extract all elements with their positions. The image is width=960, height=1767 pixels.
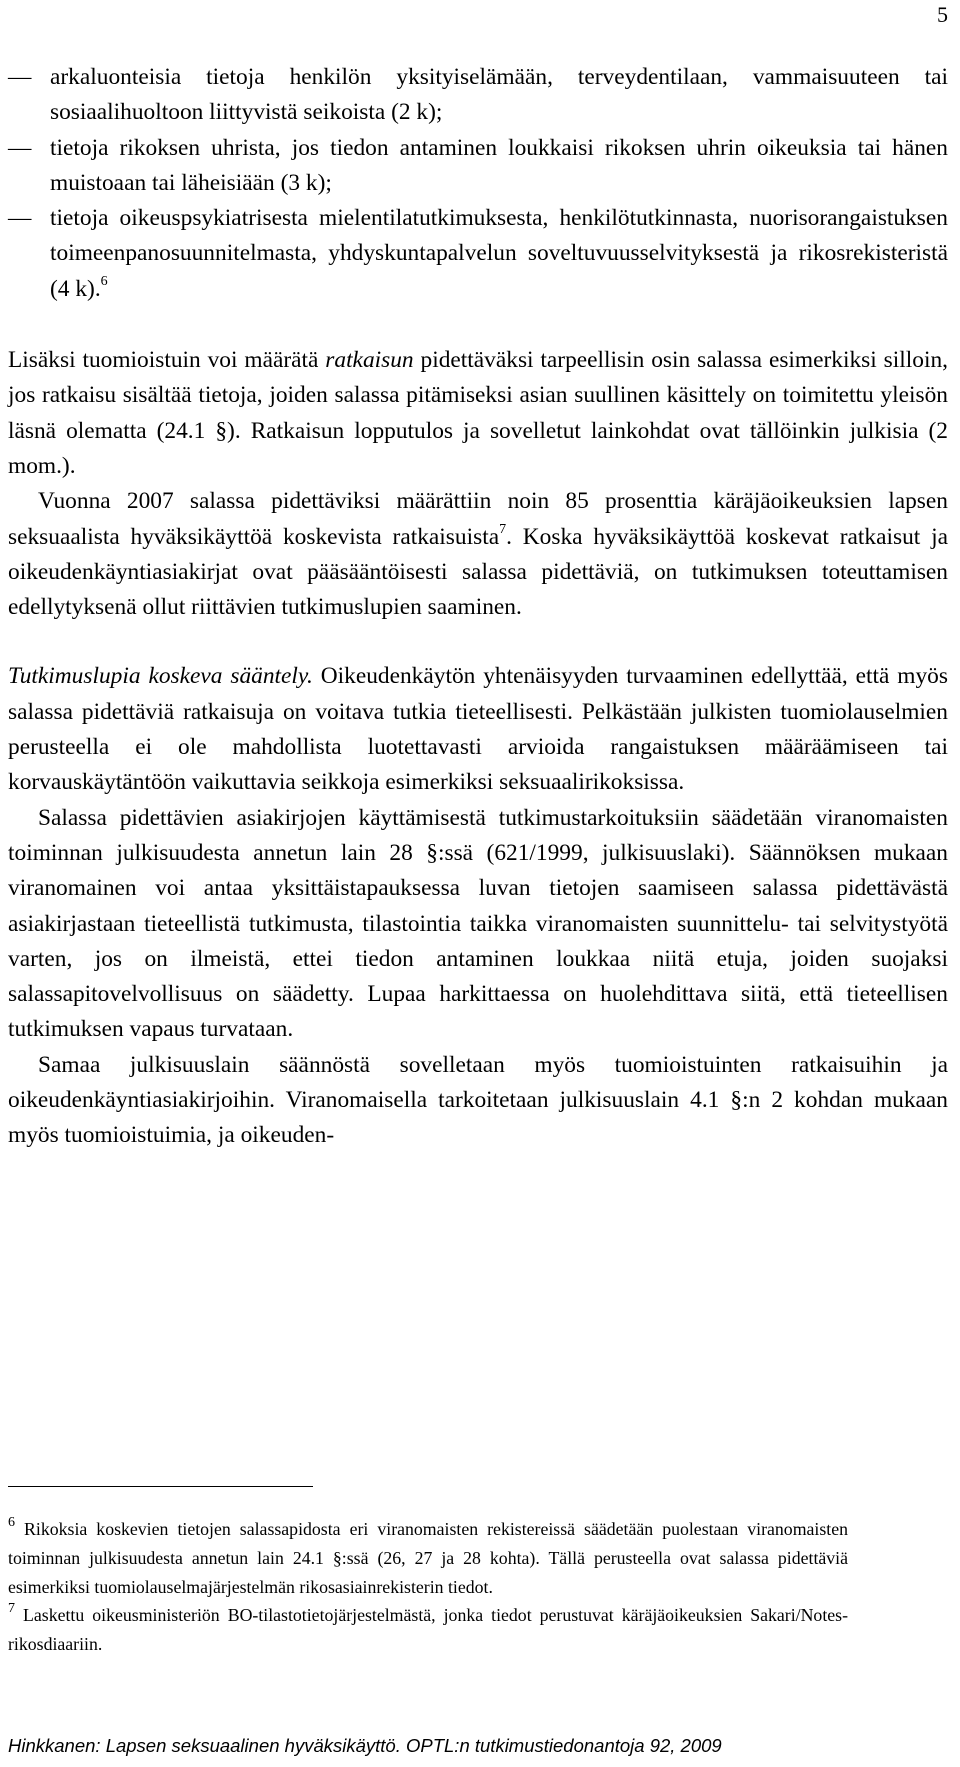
dash-marker: — [8, 64, 32, 90]
list-item [8, 201, 948, 307]
list-item-text: tietoja rikoksen uhrista, jos tiedon antaminen loukkaisi rikoksen uhrin oikeuksia tai hänen muistoaan tai läheisiään (3 k); [50, 134, 948, 196]
footnote-ref-6[interactable]: 6 [100, 273, 108, 289]
page-number: 5 [937, 2, 948, 27]
main-text [8, 60, 948, 1154]
list-item-text-body: tietoja oikeuspsykiatrisesta mielentilatutkimuksesta, henkilötutkinnasta, nuorisorangaistuksen toimeenpanosuunnitelmasta, yhdyskuntapalvelun soveltuvuusselvityksestä ja rikosrekisteristä (4 k). [50, 205, 948, 302]
footnote-6 [8, 1515, 848, 1601]
footnote-ref-7[interactable]: 7 [499, 521, 507, 537]
section-heading: Tutkimuslupia koskeva sääntely. [8, 663, 313, 690]
paragraph-salassa-pidettavien: Salassa pidettävien asiakirjojen käyttämisestä tutkimustarkoituksiin säädetään viranomaisten toiminnan julkisuudesta annetun lain 28 §:ssä (621/1999, julkisuuslaki). Säännöksen mukaan viranomainen voi antaa yksittäistapauksessa luvan tietojen saamiseen salassa pidettävästä asiakirjastaan tieteellistä tutkimusta, tilastointia taikka viranomaisten suunnittelu- tai selvitystyötä varten, jos on ilmeistä, ettei tiedon antaminen loukkaa niitä etuja, joiden suojaksi salassapitovelvollisuus on säädetty. Lupaa harkittaessa on huolehdittava siitä, että tieteellisen tutkimuksen vapaus turvataan. [8, 804, 948, 1043]
paragraph-ratkaisun-salaus [8, 343, 948, 484]
page-footer: Hinkkanen: Lapsen seksuaalinen hyväksikäyttö. OPTL:n tutkimustiedonantoja 92, 2009 [8, 1735, 722, 1756]
paragraph-tutkimuslupia [8, 659, 948, 800]
footnote-number: 6 [8, 1515, 15, 1531]
paragraph-text: Lisäksi tuomioistuin voi määrätä [8, 347, 326, 374]
list-item-text [50, 201, 948, 307]
footnote-7 [8, 1601, 848, 1659]
paragraph-samaa-julkisuuslain: Samaa julkisuuslain säännöstä sovelletaan myös tuomioistuinten ratkaisuihin ja oikeudenkäyntiasiakirjoihin. Viranomaisella tarkoitetaan julkisuuslain 4.1 §:n 2 kohdan mukaan myös tuomioistuimia, ja oikeuden- [8, 1051, 948, 1149]
paragraph-vuonna-2007 [8, 484, 948, 625]
footnote-text: Rikoksia koskevien tietojen salassapidosta eri viranomaisten rekistereissä säädetään puolestaan viranomaisten toiminnan julkisuudesta annetun lain 24.1 §:ssä (26, 27 ja 28 kohta). Tällä perusteella ovat salassa pidettäviä esimerkiksi tuomiolauselmajärjestelmän rikosasiainrekisterin tiedot. [8, 1519, 848, 1597]
paragraph-text: . Koska hyväksikäyttöä koskevat ratkaisut ja oikeudenkäyntiasiakirjat ovat pääsääntöisesti salassa pidettäviä, on tutkimuksen toteuttamisen edellytyksenä ollut riittävien tutkimuslupien saaminen. [8, 523, 948, 621]
footnote-divider [8, 1486, 313, 1487]
paragraph-text: pidettäväksi tarpeellisin osin salassa esimerkiksi silloin, jos ratkaisu sisältää tietoja, joiden salassa pitämiseksi asian suullinen käsittely on toimitettu yleisön läsnä olematta (24.1 §). Ratkaisun lopputulos ja sovelletut lainkohdat ovat tällöinkin julkisia (2 mom.). [8, 347, 948, 479]
footnotes [8, 1515, 848, 1659]
footnote-text: Laskettu oikeusministeriön BO-tilastotietojärjestelmästä, jonka tiedot perustuvat käräjäoikeuksien Sakari/Notes-rikosdiaariin. [8, 1605, 848, 1655]
paragraph-text: Oikeudenkäytön yhtenäisyyden turvaaminen edellyttää, että myös salassa pidettäviä ratkaisuja on voitava tutkia tieteellisesti. Pelkästään julkisten tuomiolauselmien perusteella ei ole mahdollista luotettavasti arvioida rangaistuksen määräämiseen tai korvauskäytäntöön vaikuttavia seikkoja esimerkiksi seksuaalirikoksissa. [8, 663, 948, 796]
list-item [8, 131, 948, 202]
list-item-text: arkaluonteisia tietoja henkilön yksityiselämään, terveydentilaan, vammaisuuteen tai sosiaalihuoltoon liittyvistä seikoista (2 k); [50, 64, 948, 126]
dash-marker: — [8, 134, 32, 161]
paragraph-text: Vuonna 2007 salassa pidettäviksi määrättiin noin 85 prosenttia käräjäoikeuksien lapsen seksuaalista hyväksikäyttöä koskevista ratkaisuista [8, 488, 948, 550]
list-item [8, 60, 948, 131]
footnote-number: 7 [8, 1601, 15, 1617]
emphasis-ratkaisun: ratkaisun [325, 347, 414, 374]
dash-marker: — [8, 205, 32, 232]
